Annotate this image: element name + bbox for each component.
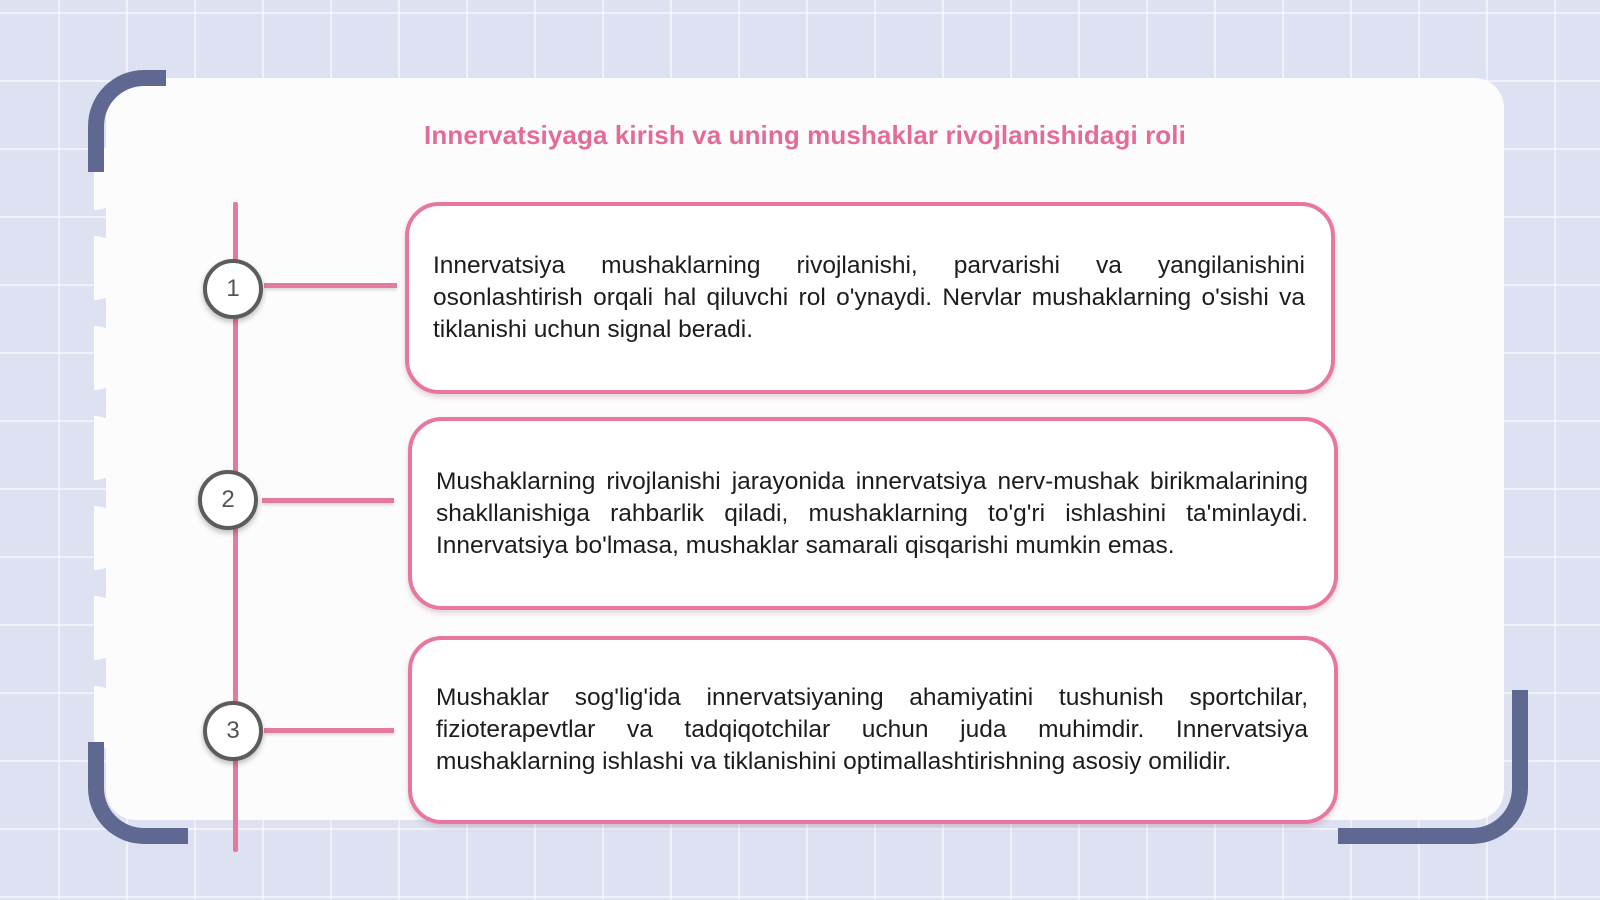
timeline-connector bbox=[264, 728, 394, 733]
step-number-badge: 1 bbox=[203, 259, 263, 319]
corner-bracket-bottom-left bbox=[88, 742, 188, 844]
step-number-badge: 3 bbox=[203, 701, 263, 761]
step-number-badge: 2 bbox=[198, 470, 258, 530]
step-card-text: Mushaklarning rivojlanishi jarayonida innervatsiya nerv-mushak birikmalarining shakllanishiga rahbarlik qiladi, mushaklarning to'g'ri ishlashini ta'minlaydi. Innervatsiya bo'lmasa, mushaklar samarali qisqarishi mumkin emas. bbox=[436, 467, 1308, 559]
step-card-1 bbox=[405, 202, 1335, 394]
step-card-2 bbox=[408, 417, 1338, 610]
step-card-text: Mushaklar sog'lig'ida innervatsiyaning ahamiyatini tushunish sportchilar, fizioterapevtlar va tadqiqotchilar uchun juda muhimdir. Innervatsiya mushaklarning ishlashi va tiklanishini optimallashtirishning asosiy omilidir. bbox=[436, 684, 1308, 775]
timeline-connector bbox=[264, 283, 397, 288]
step-card-3 bbox=[408, 636, 1338, 824]
corner-bracket-bottom-right bbox=[1338, 690, 1528, 844]
timeline-connector bbox=[262, 498, 394, 503]
step-card-text: Innervatsiya mushaklarning rivojlanishi, parvarishi va yangilanishini osonlashtirish orqali hal qiluvchi rol o'ynaydi. Nervlar mushaklarning o'sishi va tiklanishi uchun signal beradi. bbox=[433, 252, 1305, 343]
slide-title: Innervatsiyaga kirish va uning mushaklar rivojlanishidagi roli bbox=[424, 120, 1186, 150]
